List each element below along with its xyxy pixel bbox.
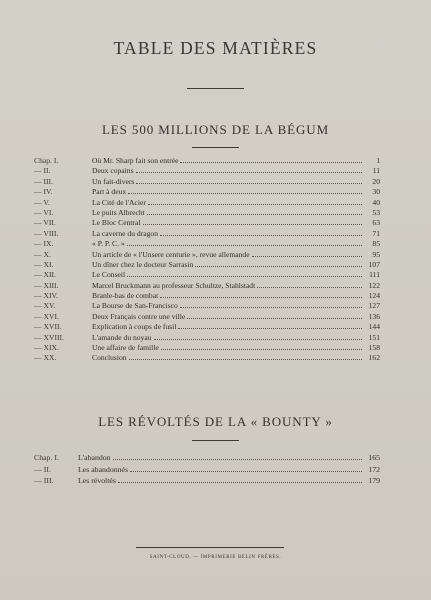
chapter-title: Le Conseil bbox=[92, 270, 126, 280]
toc-entry bbox=[34, 156, 380, 166]
part2-rule bbox=[192, 440, 239, 441]
page-number: 71 bbox=[372, 228, 380, 238]
dot-leader bbox=[127, 239, 362, 246]
chapter-title: « P. P. C. » bbox=[92, 239, 125, 249]
page-number: 122 bbox=[368, 280, 380, 290]
toc-entry bbox=[34, 187, 380, 197]
dot-leader bbox=[160, 291, 362, 298]
dot-leader bbox=[160, 229, 362, 236]
page-number: 144 bbox=[368, 322, 380, 332]
chapter-number: — XV. bbox=[34, 301, 56, 311]
toc-entry bbox=[34, 353, 380, 363]
page-number: 124 bbox=[368, 291, 380, 301]
chapter-title: Deux Français contre une ville bbox=[92, 311, 186, 321]
chapter-number: — XVIII. bbox=[34, 332, 64, 342]
chapter-number: — II. bbox=[34, 166, 51, 176]
chapter-title: Un dîner chez le docteur Sarrasin bbox=[92, 259, 194, 269]
dot-leader bbox=[128, 187, 362, 194]
dot-leader bbox=[187, 312, 362, 319]
page-number: 179 bbox=[368, 476, 380, 485]
page-number: 158 bbox=[368, 343, 380, 353]
chapter-title: Le Bloc Central bbox=[92, 218, 141, 228]
chapter-number: — XII. bbox=[34, 270, 56, 280]
chapter-title: Deux copains bbox=[92, 166, 134, 176]
chapter-title: Le puits Albrecht bbox=[92, 207, 145, 217]
toc-entry bbox=[34, 322, 380, 332]
part2-contents bbox=[34, 452, 380, 487]
dot-leader bbox=[129, 353, 362, 360]
toc-entry bbox=[34, 239, 380, 249]
toc-entry bbox=[34, 291, 380, 301]
dot-leader bbox=[130, 465, 362, 472]
chapter-title: Les révoltés bbox=[78, 476, 116, 485]
part1-title: LES 500 MILLIONS DE LA BÉGUM bbox=[101, 122, 330, 137]
dot-leader bbox=[147, 208, 362, 215]
chapter-number: — IV. bbox=[34, 187, 53, 197]
chapter-number: Chap. I. bbox=[34, 453, 59, 462]
toc-entry bbox=[34, 260, 380, 270]
toc-entry bbox=[34, 452, 380, 464]
page-number: 95 bbox=[372, 249, 380, 259]
chapter-number: — XI. bbox=[34, 259, 54, 269]
chapter-number: — VI. bbox=[34, 207, 54, 217]
dot-leader bbox=[136, 166, 362, 173]
toc-entry bbox=[34, 208, 380, 218]
chapter-title: Marcel Bruckmann au professeur Schultze, Stahlstadt bbox=[92, 280, 256, 290]
toc-entry bbox=[34, 250, 380, 260]
dot-leader bbox=[118, 476, 362, 483]
dot-leader bbox=[113, 453, 362, 460]
chapter-number: Chap. I. bbox=[34, 156, 59, 165]
dot-leader bbox=[161, 343, 362, 350]
chapter-title: La caverne du dragon bbox=[92, 228, 158, 238]
toc-entry bbox=[34, 343, 380, 353]
chapter-number: — XVI. bbox=[34, 311, 59, 321]
chapter-number: — III. bbox=[34, 476, 54, 485]
part2-title: LES RÉVOLTÉS DE LA « BOUNTY » bbox=[98, 414, 333, 429]
page-number: 1 bbox=[376, 156, 380, 165]
page-number: 11 bbox=[372, 166, 380, 176]
page-number: 20 bbox=[372, 176, 380, 186]
page-title: TABLE DES MATIÈRES bbox=[113, 38, 318, 58]
toc-entry bbox=[34, 229, 380, 239]
dot-leader bbox=[178, 322, 362, 329]
toc-entry bbox=[34, 198, 380, 208]
toc-entry bbox=[34, 166, 380, 176]
dot-leader bbox=[257, 281, 362, 288]
toc-entry bbox=[34, 333, 380, 343]
part1-rule bbox=[192, 147, 239, 148]
toc-entry bbox=[34, 281, 380, 291]
chapter-title: Branle-bas de combat bbox=[92, 291, 159, 301]
chapter-number: — XIX. bbox=[34, 343, 59, 353]
dot-leader bbox=[180, 301, 362, 308]
chapter-number: — V. bbox=[34, 197, 50, 207]
page-number: 107 bbox=[368, 259, 380, 269]
dot-leader bbox=[195, 260, 362, 267]
dot-leader bbox=[180, 156, 362, 163]
chapter-title: Les abandonnés bbox=[78, 464, 129, 474]
page-number: 172 bbox=[368, 464, 380, 474]
chapter-title: La Cité de l'Acier bbox=[92, 197, 146, 207]
chapter-title: L'abandon bbox=[78, 453, 111, 462]
chapter-title: Un article de « l'Unsere centurie », revue allemande bbox=[92, 249, 250, 259]
printer-imprint: SAINT-CLOUD. — IMPRIMERIE BELIN FRÈRES. bbox=[149, 555, 282, 560]
chapter-number: — XIV. bbox=[34, 291, 58, 301]
part1-contents bbox=[34, 156, 380, 364]
page-number: 151 bbox=[368, 332, 380, 342]
toc-entry bbox=[34, 464, 380, 476]
dot-leader bbox=[154, 333, 362, 340]
chapter-title: Part à deux bbox=[92, 187, 127, 197]
toc-entry bbox=[34, 301, 380, 311]
page-number: 165 bbox=[368, 453, 380, 462]
chapter-title: La Bourse de San-Francisco bbox=[92, 301, 178, 311]
chapter-number: — IX. bbox=[34, 239, 54, 249]
chapter-title: Une affaire de famille bbox=[92, 343, 159, 353]
dot-leader bbox=[143, 218, 363, 225]
chapter-title: L'amande du noyau bbox=[92, 332, 152, 342]
title-rule bbox=[187, 88, 244, 89]
dot-leader bbox=[252, 250, 362, 257]
chapter-number: — VII. bbox=[34, 218, 56, 228]
chapter-title: Un fait-divers bbox=[92, 176, 135, 186]
dot-leader bbox=[127, 270, 362, 277]
page-number: 127 bbox=[368, 301, 380, 311]
dot-leader bbox=[148, 198, 362, 205]
chapter-number: — III. bbox=[34, 176, 53, 186]
page-number: 136 bbox=[368, 311, 380, 321]
page-number: 40 bbox=[372, 197, 380, 207]
toc-entry bbox=[34, 218, 380, 228]
toc-entry bbox=[34, 177, 380, 187]
page-number: 85 bbox=[372, 239, 380, 249]
page-number: 53 bbox=[372, 207, 380, 217]
chapter-title: Conclusion bbox=[92, 353, 127, 363]
toc-entry bbox=[34, 270, 380, 280]
footer-rule bbox=[136, 547, 284, 548]
dot-leader bbox=[136, 177, 362, 184]
page-number: 30 bbox=[372, 187, 380, 197]
chapter-title: Où Mr. Sharp fait son entrée bbox=[92, 156, 179, 165]
chapter-number: — XVII. bbox=[34, 322, 62, 332]
chapter-title: Explication à coups de fusil bbox=[92, 322, 177, 332]
chapter-number: — II. bbox=[34, 464, 51, 474]
page-number: 162 bbox=[368, 353, 380, 363]
page-number: 111 bbox=[369, 270, 380, 280]
chapter-number: — VIII. bbox=[34, 228, 59, 238]
toc-entry bbox=[34, 475, 380, 487]
chapter-number: — XX. bbox=[34, 353, 57, 363]
page-number: 63 bbox=[372, 218, 380, 228]
chapter-number: — X. bbox=[34, 249, 51, 259]
toc-entry bbox=[34, 312, 380, 322]
chapter-number: — XIII. bbox=[34, 280, 59, 290]
